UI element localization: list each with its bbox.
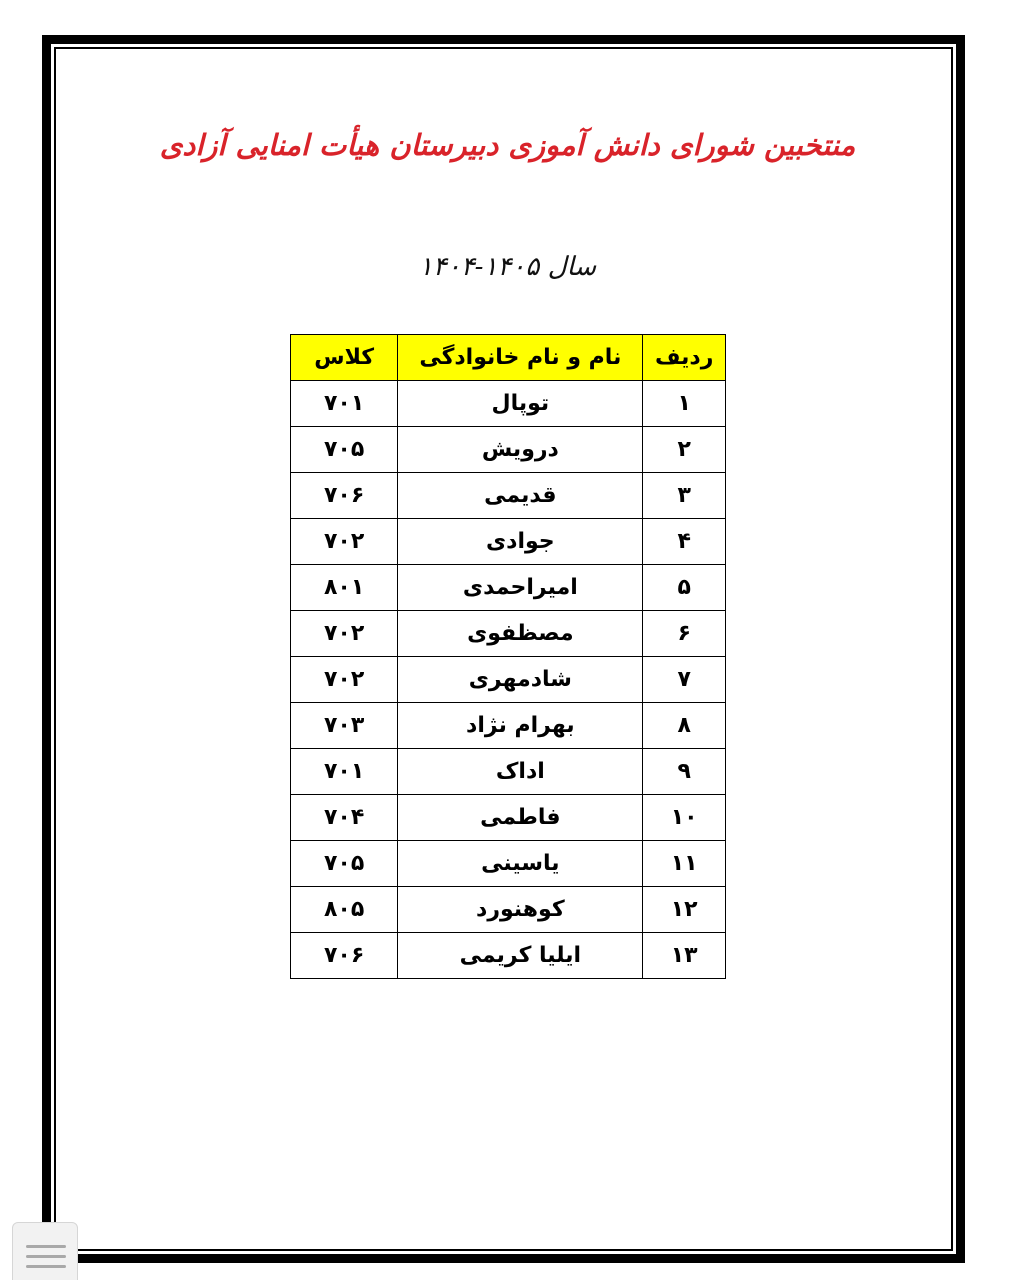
table-row	[291, 887, 726, 933]
table-row	[291, 427, 726, 473]
table-header-row	[291, 335, 726, 381]
menu-button[interactable]	[12, 1222, 78, 1280]
row-number-cell: ۲	[643, 427, 726, 473]
row-number-cell: ۷	[643, 657, 726, 703]
class-cell: ۷۰۶	[291, 473, 398, 519]
table-row	[291, 611, 726, 657]
row-number-cell: ۱۱	[643, 841, 726, 887]
name-cell: درویش	[398, 427, 643, 473]
class-cell: ۷۰۱	[291, 749, 398, 795]
table-row	[291, 703, 726, 749]
name-cell: ایلیا کریمی	[398, 933, 643, 979]
class-cell: ۷۰۶	[291, 933, 398, 979]
row-number-cell: ۸	[643, 703, 726, 749]
name-cell: جوادی	[398, 519, 643, 565]
row-number-cell: ۶	[643, 611, 726, 657]
class-cell: ۷۰۲	[291, 657, 398, 703]
school-year: سال ۱۴۰۵-۱۴۰۴	[418, 252, 597, 282]
table-row	[291, 381, 726, 427]
row-number-cell: ۱	[643, 381, 726, 427]
row-number-cell: ۹	[643, 749, 726, 795]
name-cell: توپال	[398, 381, 643, 427]
class-cell: ۷۰۱	[291, 381, 398, 427]
column-header-row-number: ردیف	[643, 335, 726, 381]
table-row	[291, 565, 726, 611]
class-cell: ۷۰۵	[291, 841, 398, 887]
class-cell: ۷۰۵	[291, 427, 398, 473]
name-cell: کوهنورد	[398, 887, 643, 933]
class-cell: ۷۰۲	[291, 611, 398, 657]
class-cell: ۷۰۳	[291, 703, 398, 749]
row-number-cell: ۱۲	[643, 887, 726, 933]
name-cell: یاسینی	[398, 841, 643, 887]
table-row	[291, 749, 726, 795]
column-header-class: کلاس	[291, 335, 398, 381]
name-cell: شادمهری	[398, 657, 643, 703]
row-number-cell: ۵	[643, 565, 726, 611]
table-row	[291, 473, 726, 519]
column-header-full-name: نام و نام خانوادگی	[398, 335, 643, 381]
class-cell: ۸۰۵	[291, 887, 398, 933]
table-row	[291, 519, 726, 565]
council-members-table	[290, 334, 726, 979]
name-cell: امیراحمدی	[398, 565, 643, 611]
row-number-cell: ۴	[643, 519, 726, 565]
row-number-cell: ۳	[643, 473, 726, 519]
table-row	[291, 933, 726, 979]
row-number-cell: ۱۳	[643, 933, 726, 979]
class-cell: ۸۰۱	[291, 565, 398, 611]
name-cell: قدیمی	[398, 473, 643, 519]
name-cell: فاطمی	[398, 795, 643, 841]
name-cell: اداک	[398, 749, 643, 795]
name-cell: مصظفوی	[398, 611, 643, 657]
table-row	[291, 795, 726, 841]
name-cell: بهرام نژاد	[398, 703, 643, 749]
table-row	[291, 657, 726, 703]
table-row	[291, 841, 726, 887]
class-cell: ۷۰۲	[291, 519, 398, 565]
row-number-cell: ۱۰	[643, 795, 726, 841]
page-title: منتخبین شورای دانش آموزی دبیرستان هیأت امنایی آزادی	[159, 128, 856, 162]
class-cell: ۷۰۴	[291, 795, 398, 841]
